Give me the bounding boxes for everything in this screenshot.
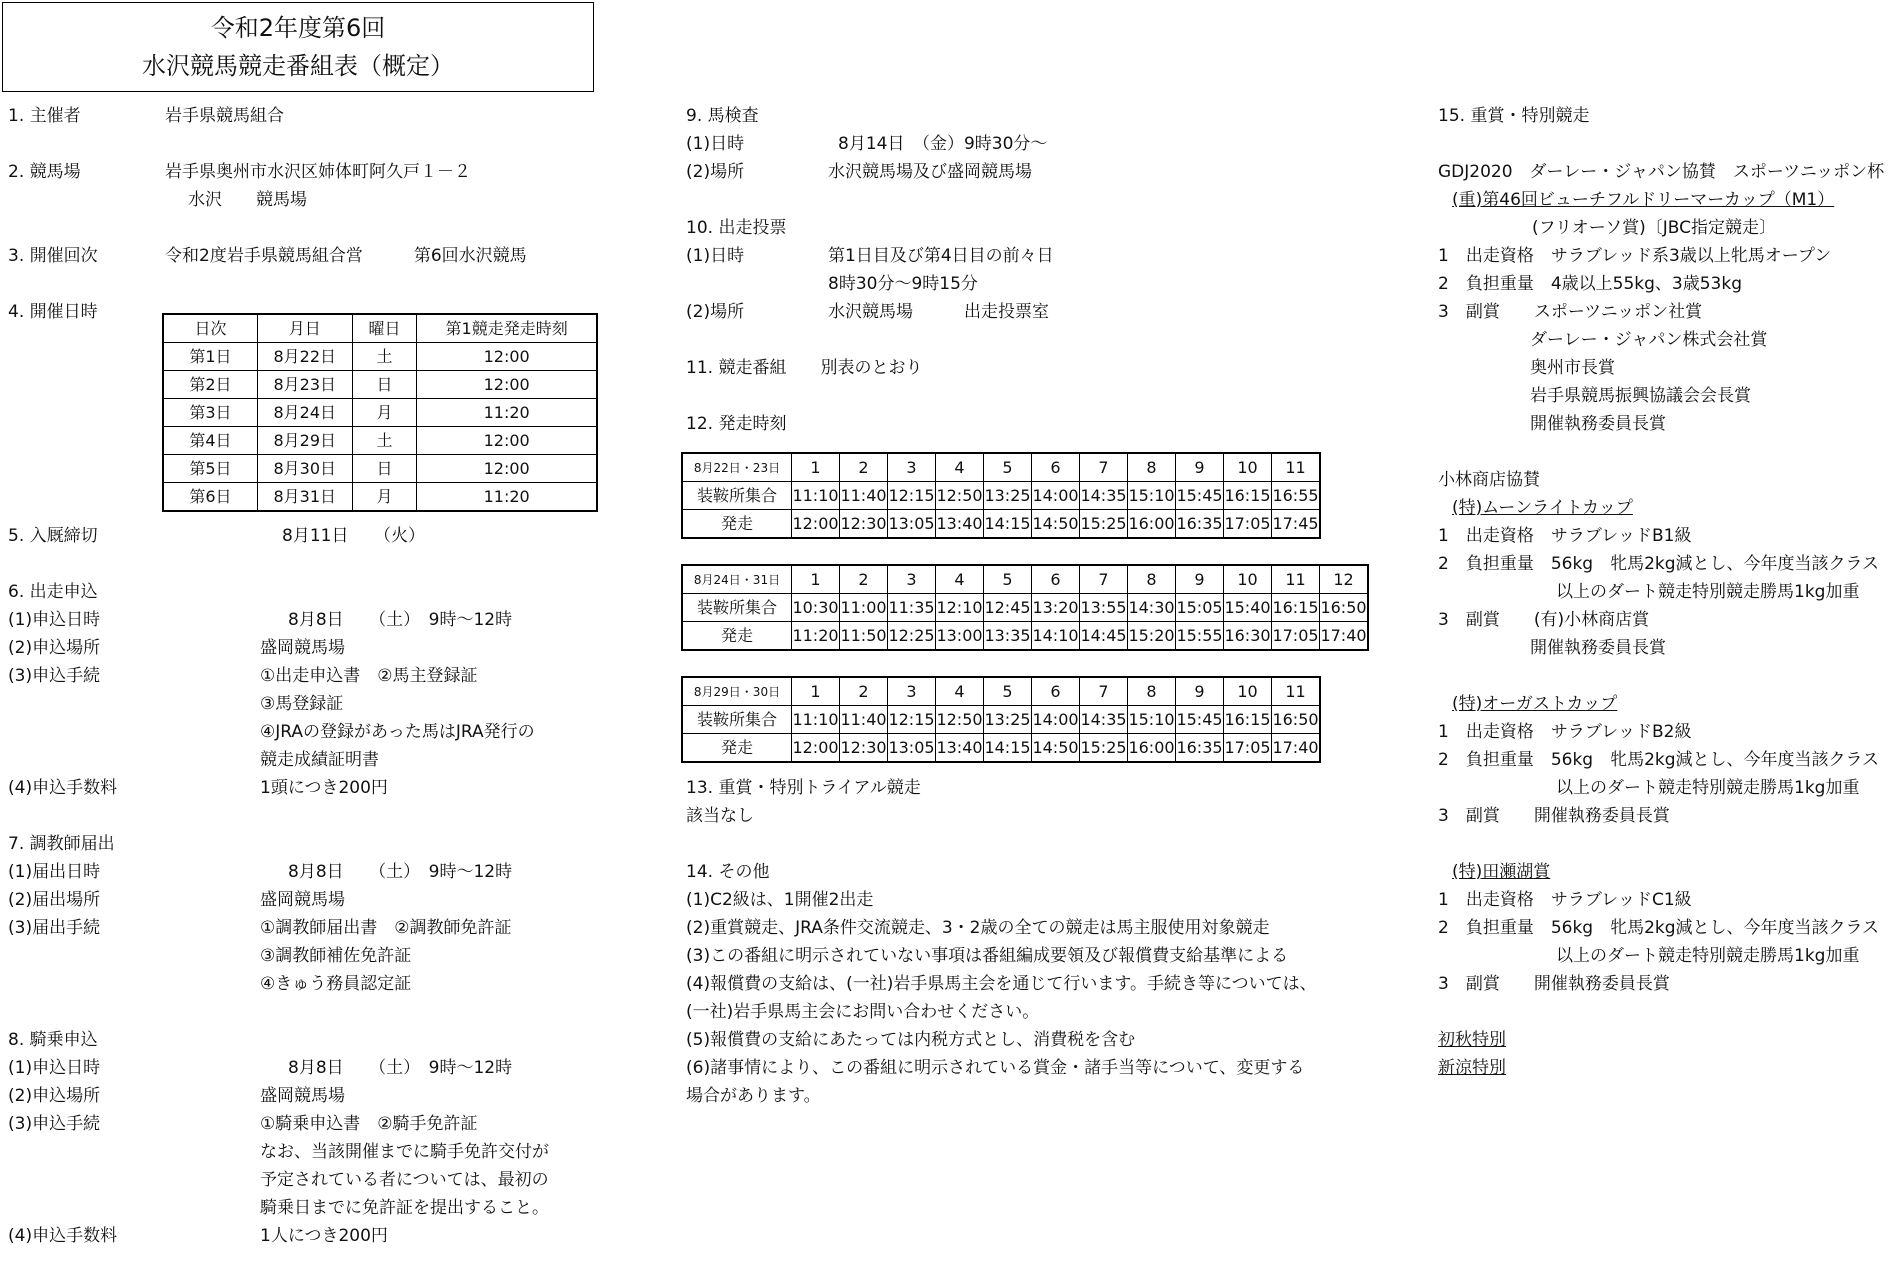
time-cell: 11:00 (840, 594, 888, 622)
col1-line: 1人につき200円 (260, 1226, 388, 1246)
col1-line: 騎乗日までに免許証を提出すること。 (260, 1198, 549, 1218)
col2-line: 水沢競馬場 出走投票室 (828, 302, 1049, 322)
col2-line: (2)場所 (686, 162, 745, 182)
table-row (682, 734, 1320, 763)
time-cell: 14:15 (984, 510, 1032, 539)
table-row (163, 483, 597, 512)
time-cell: 16:15 (1224, 482, 1272, 510)
col1-line: 1頭につき200円 (260, 778, 388, 798)
time-cell: 14:10 (1032, 622, 1080, 651)
col3-line: 15. 重賞・特別競走 (1438, 106, 1590, 126)
col2-line: 13. 重賞・特別トライアル競走 (686, 778, 921, 798)
schedule-header-cell: 第1競走発走時刻 (417, 314, 597, 343)
col1-line: なお、当該開催までに騎手免許交付が (260, 1142, 549, 1162)
schedule-cell: 8月23日 (257, 371, 352, 399)
col2-line: 10. 出走投票 (686, 218, 787, 238)
col3-line: 2 負担重量 56kg 牝馬2kg減とし、今年度当該クラス (1438, 918, 1880, 938)
start-time-table (681, 564, 1369, 651)
col3-line: 以上のダート競走特別競走勝馬1kg加重 (1556, 946, 1860, 966)
col2-line: 該当なし (686, 806, 754, 826)
time-cell: 17:40 (1320, 622, 1369, 651)
col1-line: 8月8日 （土） 9時～12時 (288, 1058, 513, 1078)
time-cell: 13:25 (984, 706, 1032, 734)
start-table-row-label: 装鞍所集合 (682, 594, 792, 622)
time-cell: 14:35 (1080, 706, 1128, 734)
race-number-cell: 11 (1272, 677, 1321, 706)
table-row (163, 455, 597, 483)
schedule-cell: 土 (352, 427, 417, 455)
col1-line: ③調教師補佐免許証 (260, 946, 412, 966)
start-time-table (681, 452, 1321, 539)
col3-line: 以上のダート競走特別競走勝馬1kg加重 (1556, 778, 1860, 798)
table-row (682, 622, 1368, 651)
time-cell: 13:40 (936, 734, 984, 763)
race-number-cell: 11 (1272, 453, 1321, 482)
schedule-cell: 月 (352, 399, 417, 427)
schedule-cell: 日 (352, 371, 417, 399)
col1-line: 8月11日 （火） (282, 526, 425, 546)
schedule-cell: 8月24日 (257, 399, 352, 427)
time-cell: 12:00 (792, 734, 840, 763)
col1-line: ①騎乗申込書 ②騎手免許証 (260, 1114, 478, 1134)
time-cell: 13:00 (936, 622, 984, 651)
col1-line: 岩手県競馬組合 (165, 106, 284, 126)
col3-line: (特)田瀬湖賞 (1452, 862, 1551, 882)
time-cell: 12:10 (936, 594, 984, 622)
time-cell: 16:55 (1272, 482, 1321, 510)
schedule-cell: 第4日 (163, 427, 257, 455)
time-cell: 13:35 (984, 622, 1032, 651)
schedule-table (162, 313, 598, 512)
time-cell: 12:25 (888, 622, 936, 651)
time-cell: 17:45 (1272, 510, 1321, 539)
col3-line: ダーレー・ジャパン株式会社賞 (1530, 330, 1768, 350)
schedule-header-cell: 日次 (163, 314, 257, 343)
time-cell: 11:40 (840, 482, 888, 510)
col1-line: 盛岡競馬場 (260, 890, 345, 910)
schedule-cell: 12:00 (417, 455, 597, 483)
race-number-cell: 2 (840, 453, 888, 482)
time-cell: 14:00 (1032, 482, 1080, 510)
race-number-cell: 6 (1032, 677, 1080, 706)
race-number-cell: 11 (1272, 565, 1320, 594)
time-cell: 12:50 (936, 482, 984, 510)
time-cell: 13:25 (984, 482, 1032, 510)
col1-line: 競走成績証明書 (260, 750, 379, 770)
start-table-row-label: 発走 (682, 622, 792, 651)
col3-line: 3 副賞 開催執務委員長賞 (1438, 974, 1670, 994)
start-table-date-label: 8月22日・23日 (682, 453, 792, 482)
time-cell: 14:00 (1032, 706, 1080, 734)
time-cell: 16:00 (1128, 734, 1176, 763)
time-cell: 13:40 (936, 510, 984, 539)
time-cell: 16:50 (1272, 706, 1321, 734)
time-cell: 12:15 (888, 482, 936, 510)
schedule-cell: 第1日 (163, 343, 257, 371)
col1-line: 令和2度岩手県競馬組合営 第6回水沢競馬 (165, 246, 527, 266)
col2-line: 8時30分～9時15分 (828, 274, 978, 294)
col3-line: 1 出走資格 サラブレッドC1級 (1438, 890, 1692, 910)
race-number-cell: 10 (1224, 565, 1272, 594)
col1-line: 8月8日 （土） 9時～12時 (288, 610, 513, 630)
col1-line: 5. 入厩締切 (8, 526, 98, 546)
time-cell: 15:20 (1128, 622, 1176, 651)
schedule-cell: 12:00 (417, 343, 597, 371)
col2-line: 水沢競馬場及び盛岡競馬場 (828, 162, 1032, 182)
col3-line: 3 副賞 開催執務委員長賞 (1438, 806, 1670, 826)
schedule-cell: 8月29日 (257, 427, 352, 455)
time-cell: 11:10 (792, 482, 840, 510)
time-cell: 13:20 (1032, 594, 1080, 622)
time-cell: 12:50 (936, 706, 984, 734)
time-cell: 15:10 (1128, 482, 1176, 510)
race-number-cell: 1 (792, 453, 840, 482)
schedule-cell: 土 (352, 343, 417, 371)
table-row (163, 427, 597, 455)
col1-line: 3. 開催回次 (8, 246, 98, 266)
col2-line: (1)日時 (686, 134, 745, 154)
race-number-cell: 12 (1320, 565, 1369, 594)
time-cell: 11:20 (792, 622, 840, 651)
time-cell: 12:45 (984, 594, 1032, 622)
race-number-cell: 8 (1128, 453, 1176, 482)
race-number-cell: 3 (888, 565, 936, 594)
col3-line: (特)オーガストカップ (1452, 694, 1618, 714)
col3-line: (特)ムーンライトカップ (1452, 498, 1633, 518)
col2-line: 11. 競走番組 別表のとおり (686, 358, 923, 378)
schedule-header-cell: 月日 (257, 314, 352, 343)
time-cell: 14:35 (1080, 482, 1128, 510)
col2-line: 8月14日 （金）9時30分～ (838, 134, 1048, 154)
time-cell: 14:45 (1080, 622, 1128, 651)
race-number-cell: 5 (984, 677, 1032, 706)
time-cell: 11:50 (840, 622, 888, 651)
time-cell: 13:55 (1080, 594, 1128, 622)
col1-line: (1)届出日時 (8, 862, 101, 882)
col2-line: (4)報償費の支給は、(一社)岩手県馬主会を通じて行います。手続き等については、 (686, 974, 1317, 994)
col1-line: (1)申込日時 (8, 610, 101, 630)
time-cell: 16:15 (1224, 706, 1272, 734)
time-cell: 15:10 (1128, 706, 1176, 734)
race-number-cell: 1 (792, 565, 840, 594)
race-number-cell: 3 (888, 453, 936, 482)
schedule-cell: 第6日 (163, 483, 257, 512)
col3-line: 小林商店協賛 (1438, 470, 1540, 490)
schedule-cell: 第5日 (163, 455, 257, 483)
time-cell: 17:05 (1224, 734, 1272, 763)
race-number-cell: 2 (840, 565, 888, 594)
time-cell: 13:05 (888, 734, 936, 763)
title-line-1: 令和2年度第6回 (210, 14, 386, 42)
col2-line: 14. その他 (686, 862, 770, 882)
race-number-cell: 10 (1224, 453, 1272, 482)
schedule-cell: 12:00 (417, 371, 597, 399)
schedule-header-cell: 曜日 (352, 314, 417, 343)
race-number-cell: 5 (984, 565, 1032, 594)
col2-line: (1)C2級は、1開催2出走 (686, 890, 874, 910)
col2-line: (一社)岩手県馬主会にお問い合わせください。 (686, 1002, 1040, 1022)
col1-line: ④JRAの登録があった馬はJRA発行の (260, 722, 535, 742)
col3-line: 奥州市長賞 (1530, 358, 1615, 378)
time-cell: 12:15 (888, 706, 936, 734)
race-number-cell: 8 (1128, 677, 1176, 706)
time-cell: 15:40 (1224, 594, 1272, 622)
time-cell: 15:45 (1176, 706, 1224, 734)
time-cell: 17:40 (1272, 734, 1321, 763)
time-cell: 16:15 (1272, 594, 1320, 622)
race-number-cell: 2 (840, 677, 888, 706)
schedule-cell: 8月22日 (257, 343, 352, 371)
time-cell: 11:10 (792, 706, 840, 734)
race-number-cell: 4 (936, 453, 984, 482)
col1-line: (1)申込日時 (8, 1058, 101, 1078)
race-number-cell: 4 (936, 677, 984, 706)
start-table-row-label: 装鞍所集合 (682, 706, 792, 734)
col1-line: 7. 調教師届出 (8, 834, 115, 854)
col1-line: (4)申込手数料 (8, 778, 118, 798)
table-row (682, 482, 1320, 510)
col1-line: 1. 主催者 (8, 106, 81, 126)
start-table-date-label: 8月24日・31日 (682, 565, 792, 594)
schedule-cell: 第3日 (163, 399, 257, 427)
col2-line: (3)この番組に明示されていない事項は番組編成要領及び報償費支給基準による (686, 946, 1289, 966)
col1-line: 4. 開催日時 (8, 302, 98, 322)
col3-line: 岩手県競馬振興協議会会長賞 (1530, 386, 1751, 406)
schedule-cell: 11:20 (417, 483, 597, 512)
race-number-cell: 1 (792, 677, 840, 706)
table-row (682, 706, 1320, 734)
schedule-cell: 日 (352, 455, 417, 483)
time-cell: 17:05 (1272, 622, 1320, 651)
schedule-cell: 8月30日 (257, 455, 352, 483)
time-cell: 15:45 (1176, 482, 1224, 510)
col1-line: (4)申込手数料 (8, 1226, 118, 1246)
title-box (2, 2, 594, 92)
col3-line: (重)第46回ビューチフルドリーマーカップ（M1） (1452, 190, 1835, 210)
race-number-cell: 10 (1224, 677, 1272, 706)
race-number-cell: 6 (1032, 565, 1080, 594)
col1-line: (2)申込場所 (8, 1086, 101, 1106)
time-cell: 12:30 (840, 734, 888, 763)
col3-line: 開催執務委員長賞 (1530, 414, 1666, 434)
col3-line: 2 負担重量 56kg 牝馬2kg減とし、今年度当該クラス (1438, 750, 1880, 770)
col1-line: 盛岡競馬場 (260, 1086, 345, 1106)
col3-line: 1 出走資格 サラブレッドB2級 (1438, 722, 1692, 742)
col1-line: (2)申込場所 (8, 638, 101, 658)
col3-line: 開催執務委員長賞 (1530, 638, 1666, 658)
col1-line: 盛岡競馬場 (260, 638, 345, 658)
col3-line: 1 出走資格 サラブレッド系3歳以上牝馬オープン (1438, 246, 1832, 266)
schedule-cell: 12:00 (417, 427, 597, 455)
start-time-table (681, 676, 1321, 763)
col1-line: ③馬登録証 (260, 694, 344, 714)
col1-line: ①出走申込書 ②馬主登録証 (260, 666, 478, 686)
race-number-cell: 6 (1032, 453, 1080, 482)
start-table-row-label: 発走 (682, 510, 792, 539)
col2-line: (2)場所 (686, 302, 745, 322)
col1-line: 8. 騎乗申込 (8, 1030, 98, 1050)
col1-line: 予定されている者については、最初の (260, 1170, 549, 1190)
time-cell: 15:55 (1176, 622, 1224, 651)
schedule-cell: 月 (352, 483, 417, 512)
time-cell: 14:50 (1032, 734, 1080, 763)
time-cell: 10:30 (792, 594, 840, 622)
schedule-cell: 8月31日 (257, 483, 352, 512)
col3-line: 初秋特別 (1438, 1030, 1506, 1050)
start-table-row-label: 発走 (682, 734, 792, 763)
schedule-cell: 11:20 (417, 399, 597, 427)
col3-line: 3 副賞 (有)小林商店賞 (1438, 610, 1650, 630)
col1-line: ①調教師届出書 ②調教師免許証 (260, 918, 512, 938)
time-cell: 12:00 (792, 510, 840, 539)
col3-line: 以上のダート競走特別競走勝馬1kg加重 (1556, 582, 1860, 602)
col3-line: 新涼特別 (1438, 1058, 1506, 1078)
col3-line: 2 負担重量 4歳以上55kg、3歳53kg (1438, 274, 1742, 294)
table-row (682, 510, 1320, 539)
col2-line: 12. 発走時刻 (686, 414, 787, 434)
col3-line: GDJ2020 ダーレー・ジャパン協賛 スポーツニッポン杯 (1438, 162, 1885, 182)
race-number-cell: 7 (1080, 453, 1128, 482)
col2-line: 場合があります。 (686, 1086, 821, 1106)
time-cell: 16:30 (1224, 622, 1272, 651)
time-cell: 16:35 (1176, 734, 1224, 763)
col1-line: 6. 出走申込 (8, 582, 98, 602)
race-number-cell: 5 (984, 453, 1032, 482)
time-cell: 16:35 (1176, 510, 1224, 539)
time-cell: 11:35 (888, 594, 936, 622)
col3-line: 3 副賞 スポーツニッポン社賞 (1438, 302, 1703, 322)
time-cell: 14:50 (1032, 510, 1080, 539)
col1-line: (3)申込手続 (8, 666, 101, 686)
race-number-cell: 4 (936, 565, 984, 594)
time-cell: 14:15 (984, 734, 1032, 763)
col1-line: 水沢 競馬場 (188, 190, 307, 210)
time-cell: 12:30 (840, 510, 888, 539)
table-row (163, 343, 597, 371)
time-cell: 13:05 (888, 510, 936, 539)
race-number-cell: 8 (1128, 565, 1176, 594)
time-cell: 16:50 (1320, 594, 1369, 622)
col1-line: 2. 競馬場 (8, 162, 81, 182)
start-table-date-label: 8月29日・30日 (682, 677, 792, 706)
race-number-cell: 7 (1080, 565, 1128, 594)
table-row (163, 371, 597, 399)
race-number-cell: 9 (1176, 453, 1224, 482)
race-number-cell: 9 (1176, 677, 1224, 706)
time-cell: 11:40 (840, 706, 888, 734)
race-number-cell: 7 (1080, 677, 1128, 706)
col2-line: 第1日目及び第4日目の前々日 (828, 246, 1054, 266)
table-row (163, 399, 597, 427)
time-cell: 15:25 (1080, 734, 1128, 763)
time-cell: 15:25 (1080, 510, 1128, 539)
race-number-cell: 3 (888, 677, 936, 706)
col1-line: (2)届出場所 (8, 890, 101, 910)
time-cell: 17:05 (1224, 510, 1272, 539)
race-number-cell: 9 (1176, 565, 1224, 594)
table-row (682, 594, 1368, 622)
time-cell: 16:00 (1128, 510, 1176, 539)
col2-line: 9. 馬検査 (686, 106, 759, 126)
title-line-2: 水沢競馬競走番組表（概定） (142, 52, 454, 80)
col1-line: ④きゅう務員認定証 (260, 974, 412, 994)
start-table-row-label: 装鞍所集合 (682, 482, 792, 510)
col3-line: 1 出走資格 サラブレッドB1級 (1438, 526, 1692, 546)
col2-line: (6)諸事情により、この番組に明示されている賞金・諸手当等について、変更する (686, 1058, 1305, 1078)
col1-line: 岩手県奥州市水沢区姉体町阿久戸１－２ (165, 162, 471, 182)
time-cell: 14:30 (1128, 594, 1176, 622)
col1-line: 8月8日 （土） 9時～12時 (288, 862, 513, 882)
time-cell: 15:05 (1176, 594, 1224, 622)
col2-line: (1)日時 (686, 246, 745, 266)
col3-line: 2 負担重量 56kg 牝馬2kg減とし、今年度当該クラス (1438, 554, 1880, 574)
schedule-cell: 第2日 (163, 371, 257, 399)
col1-line: (3)申込手続 (8, 1114, 101, 1134)
col3-line: (フリオーソ賞)〔JBC指定競走〕 (1532, 218, 1776, 238)
col1-line: (3)届出手続 (8, 918, 101, 938)
col2-line: (5)報償費の支給にあたっては内税方式とし、消費税を含む (686, 1030, 1136, 1050)
col2-line: (2)重賞競走、JRA条件交流競走、3・2歳の全ての競走は馬主服使用対象競走 (686, 918, 1270, 938)
